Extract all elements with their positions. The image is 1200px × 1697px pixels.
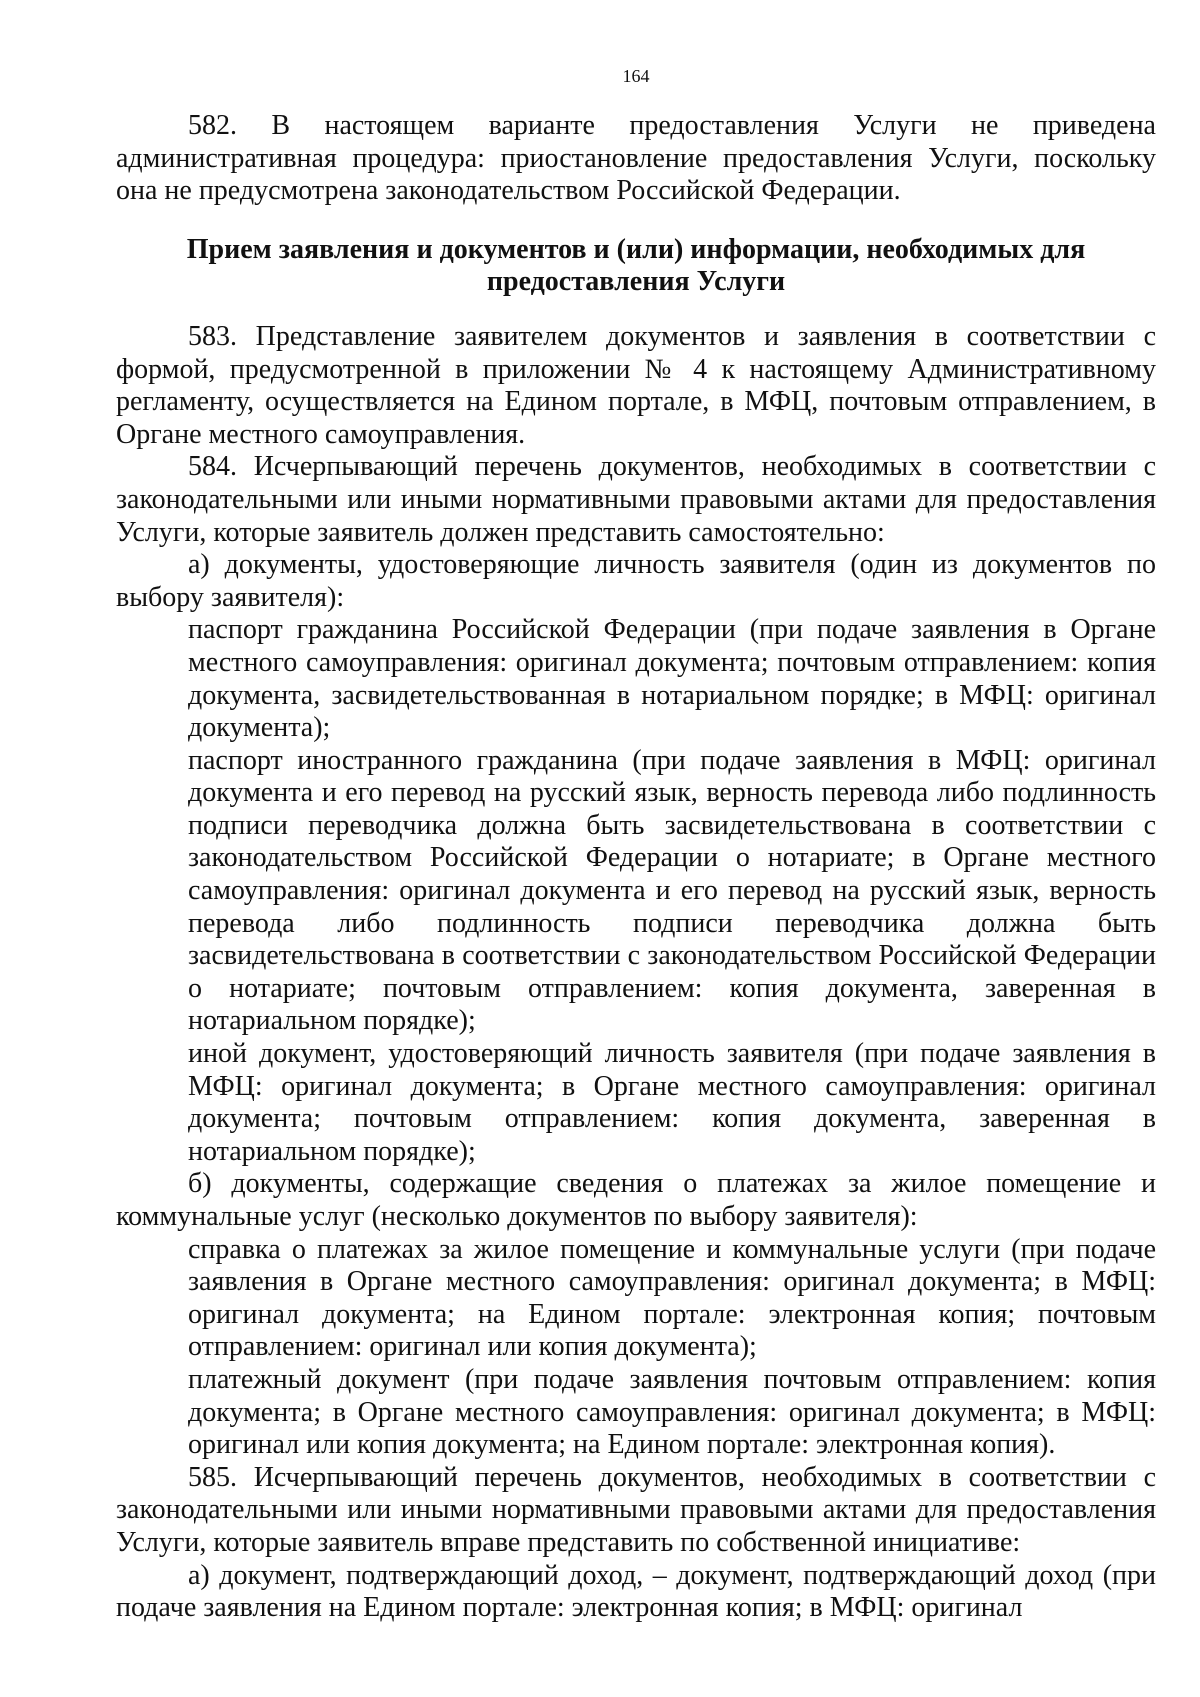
- paragraph-582: 582. В настоящем варианте предоставления Услуги не приведена административная процедура: приостановление предоставления Услуги, поскольку она не предусмотрена законодательством Российской Федерации.: [116, 110, 1156, 207]
- paragraph-583: 583. Представление заявителем документов и заявления в соответствии с формой, предусмотренной в приложении № 4 к настоящему Административному регламенту, осуществляется на Едином портале, в МФЦ, почтовым отправлением, в Органе местного самоуправления.: [116, 320, 1156, 450]
- paragraph-584: 584. Исчерпывающий перечень документов, необходимых в соответствии с законодательными или иными нормативными правовыми актами для предоставления Услуги, которые заявитель должен представить самостоятельно:: [116, 451, 1156, 548]
- list-item-b-payment-docs: б) документы, содержащие сведения о платежах за жилое помещение и коммунальные услуг (несколько документов по выбору заявителя):: [116, 1168, 1156, 1232]
- section-heading: Прием заявления и документов и (или) информации, необходимых для предоставления Услуги: [186, 233, 1086, 298]
- paragraph-585: 585. Исчерпывающий перечень документов, необходимых в соответствии с законодательными или иными нормативными правовыми актами для предоставления Услуги, которые заявитель вправе представить по собственной инициативе:: [116, 1461, 1156, 1558]
- list-item-a-identity-docs: а) документы, удостоверяющие личность заявителя (один из документов по выбору заявителя):: [116, 549, 1156, 613]
- page-number: 164: [622, 66, 650, 86]
- sub-item-payment-document: платежный документ (при подаче заявления почтовым отправлением: копия документа; в Органе местного самоуправления: оригинал документа; в МФЦ: оригинал или копия документа; на Едином портале: электронная копия).: [188, 1363, 1156, 1461]
- sub-item-foreign-passport: паспорт иностранного гражданина (при подаче заявления в МФЦ: оригинал документа и его перевод на русский язык, верность перевода либо подлинность подписи переводчика должна быть засвидетельствована в соответствии с законодательством Российской Федерации о нотариате; в Органе местного самоуправления: оригинал документа и его перевод на русский язык, верность перевода либо подлинность подписи переводчика должна быть засвидетельствована в соответствии с законодательством Российской Федерации о нотариате; почтовым отправлением: копия документа, заверенная в нотариальном порядке);: [188, 744, 1156, 1037]
- sub-item-payment-certificate: справка о платежах за жилое помещение и коммунальные услуги (при подаче заявления в Органе местного самоуправления: оригинал документа; в МФЦ: оригинал документа; на Едином портале: электронная копия; почтовым отправлением: оригинал или копия документа);: [188, 1233, 1156, 1363]
- list-item-a-income-doc: а) документ, подтверждающий доход, – документ, подтверждающий доход (при подаче заявления на Едином портале: электронная копия; в МФЦ: оригинал: [116, 1559, 1156, 1624]
- document-page: [116, 64, 1156, 1625]
- sub-item-russian-passport: паспорт гражданина Российской Федерации (при подаче заявления в Органе местного самоуправления: оригинал документа; почтовым отправлением: копия документа, засвидетельствованная в нотариальном порядке; в МФЦ: оригинал документа);: [188, 614, 1156, 744]
- sub-item-other-identity-doc: иной документ, удостоверяющий личность заявителя (при подаче заявления в МФЦ: оригинал документа; в Органе местного самоуправления: оригинал документа; почтовым отправлением: копия документа, заверенная в нотариальном порядке);: [188, 1038, 1156, 1167]
